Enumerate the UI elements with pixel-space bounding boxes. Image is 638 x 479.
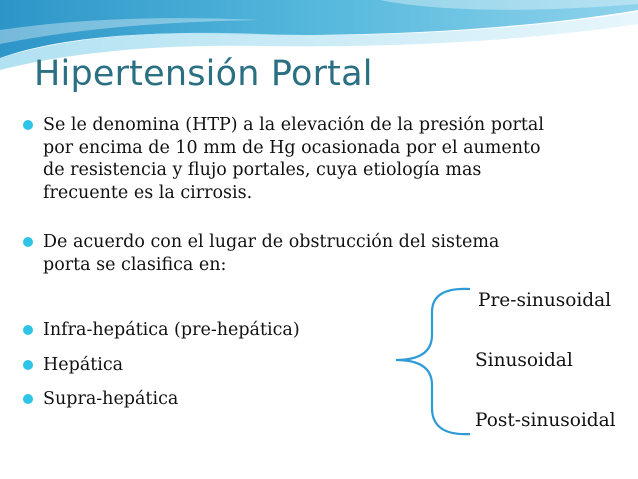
bullet-line: Se le denomina (HTP) a la elevación de la presión portal [43, 115, 544, 135]
class-sinusoidal: Sinusoidal [475, 350, 573, 371]
bullet-text [43, 354, 123, 377]
bullet-text [43, 319, 300, 342]
class-pre-sinusoidal: Pre-sinusoidal [478, 290, 612, 311]
slide-title: Hipertensión Portal [34, 54, 373, 94]
bullet-line: de resistencia y flujo portales, cuya etiología mas [43, 160, 482, 180]
bullet-text [43, 388, 178, 411]
bullet-line: porta se clasifica en: [43, 254, 227, 275]
bullet-dot-icon [23, 325, 33, 335]
bullet-line: por encima de 10 mm de Hg ocasionada por el aumento [43, 137, 541, 158]
bullet-dot-icon [23, 394, 33, 404]
bullet-line: De acuerdo con el lugar de obstrucción del sistema [43, 232, 500, 252]
bullet-dot-icon [23, 360, 33, 370]
bullet-line: Hepática [43, 355, 124, 375]
bullet-line: Supra-hepática [43, 389, 179, 409]
bullet-line: Infra-hepática (pre-hepática) [43, 320, 300, 340]
bullet-text [43, 114, 544, 204]
bullet-dot-icon [23, 237, 33, 247]
bullet-line: frecuente es la cirrosis. [43, 182, 253, 203]
bullet-text [43, 231, 499, 276]
bullet-dot-icon [23, 120, 33, 130]
class-post-sinusoidal: Post-sinusoidal [475, 410, 616, 431]
